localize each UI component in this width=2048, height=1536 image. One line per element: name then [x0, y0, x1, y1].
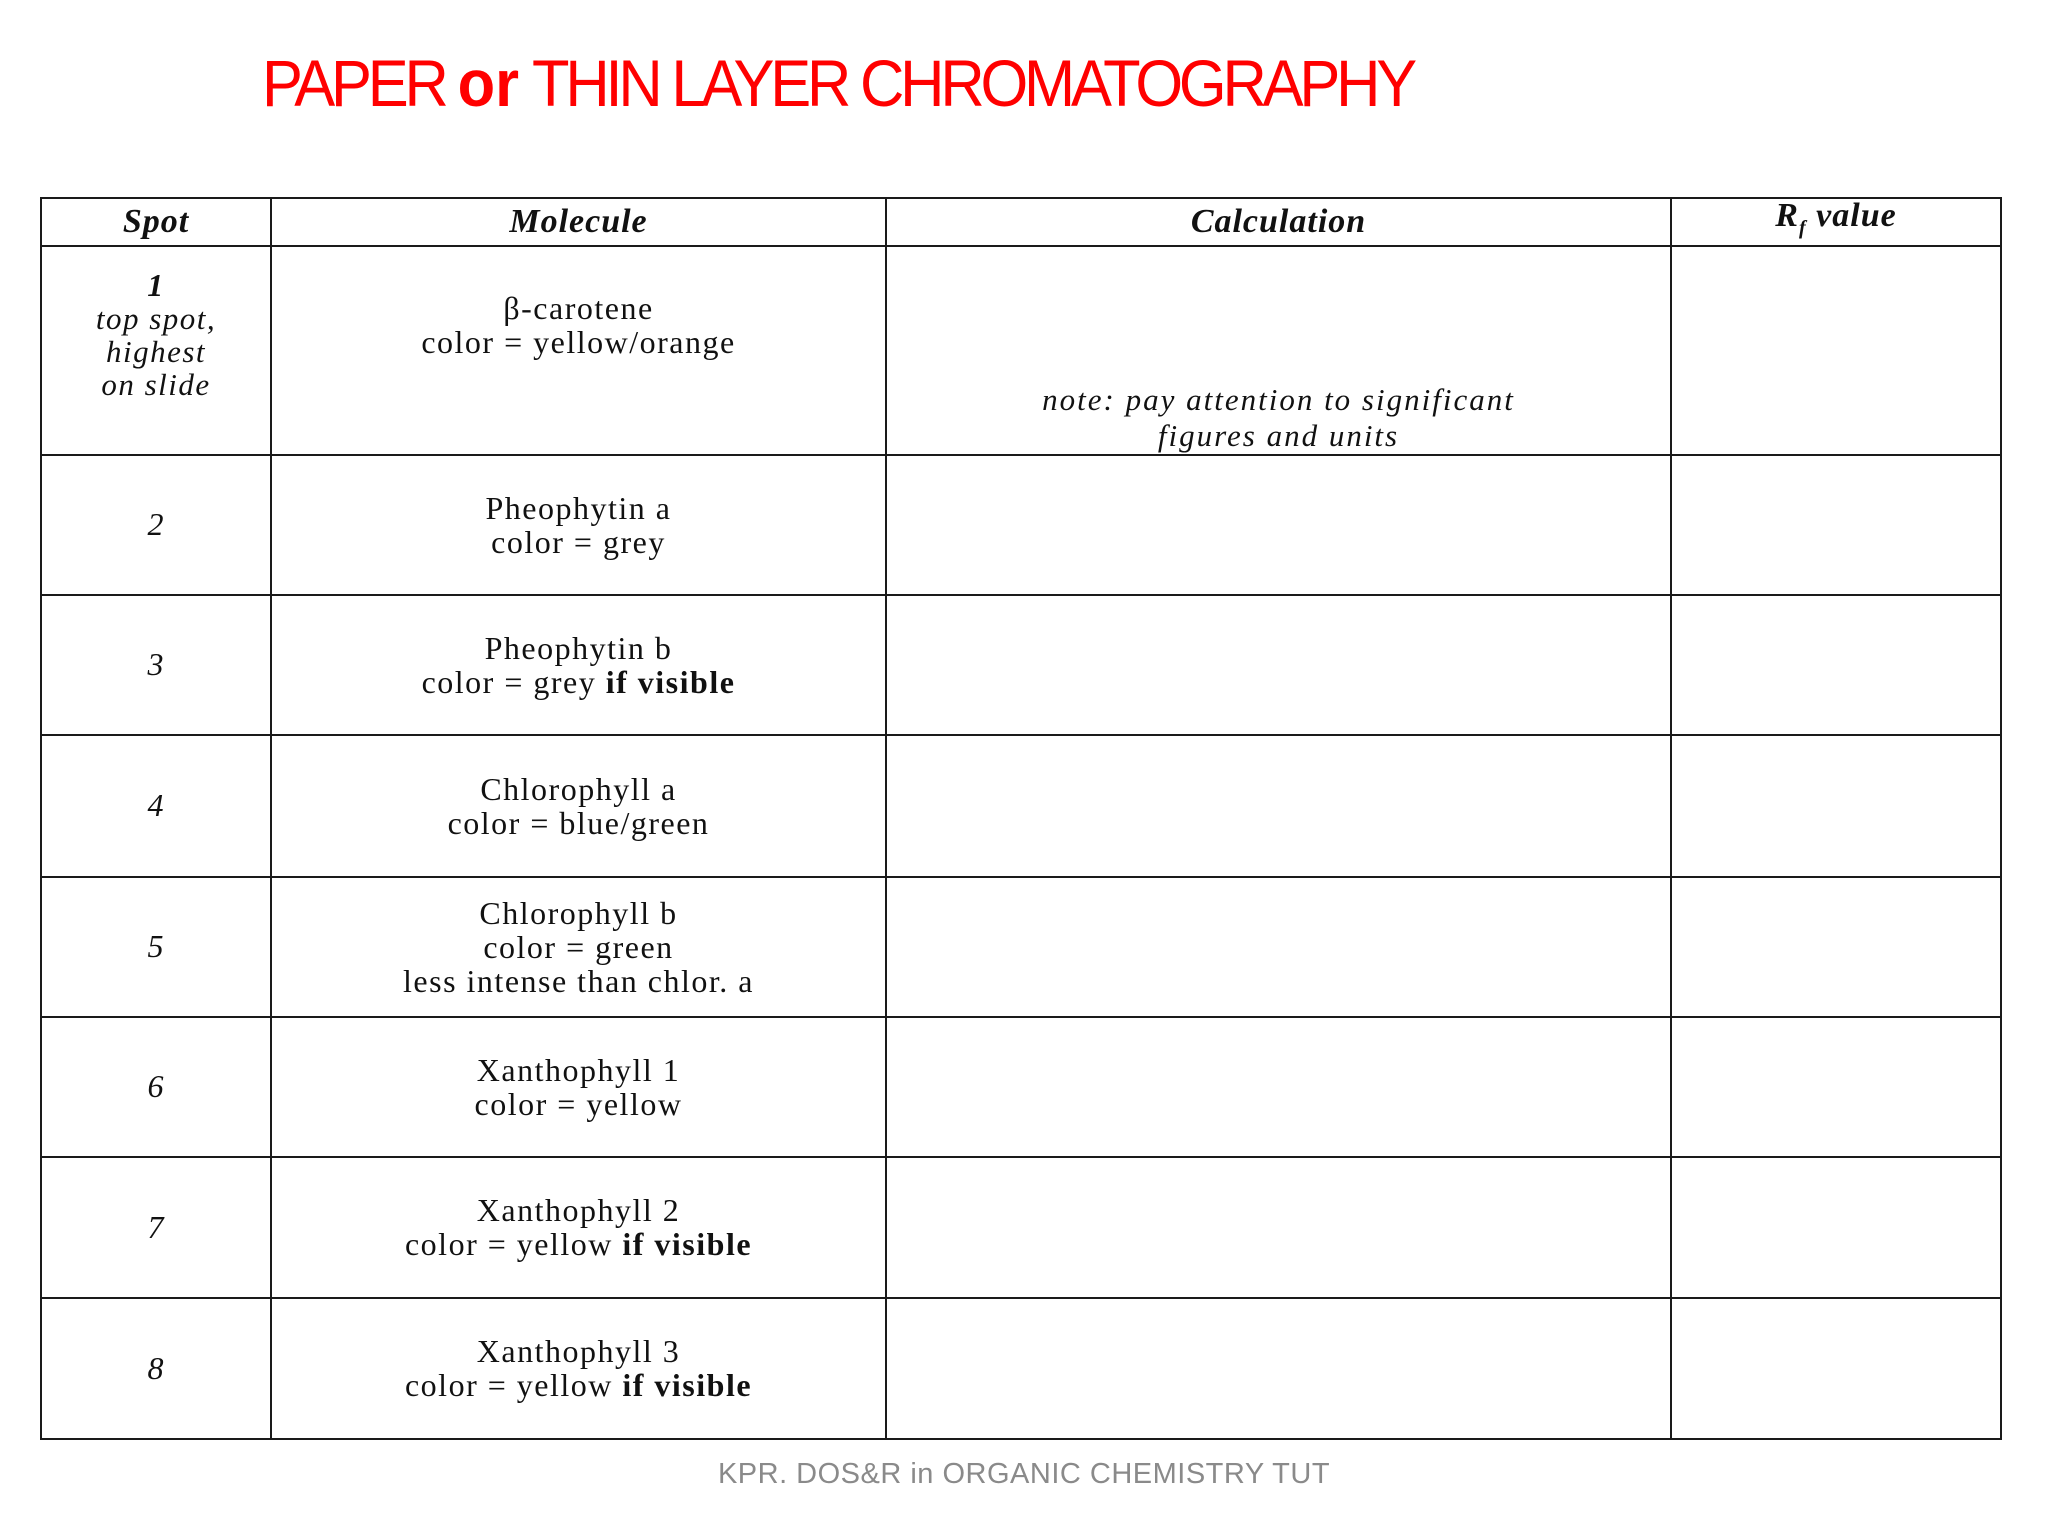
- molecule-name: Chlorophyll a: [480, 770, 677, 807]
- calculation-cell[interactable]: [886, 735, 1671, 877]
- molecule-color-line: [272, 1227, 885, 1261]
- molecule-color-line: [272, 665, 885, 699]
- calculation-note: figures and units: [1157, 417, 1400, 453]
- spot-cell: [41, 246, 271, 455]
- molecule-cell: [271, 246, 886, 455]
- calculation-cell[interactable]: [886, 877, 1671, 1017]
- spot-cell: 4: [41, 735, 271, 877]
- footer-credit: KPR. DOS&R in ORGANIC CHEMISTRY TUT: [717, 1458, 1331, 1490]
- header-rf-value: [1671, 198, 2001, 246]
- molecule-color-line: [272, 1368, 885, 1402]
- molecule-cell: [271, 1157, 886, 1298]
- calculation-cell[interactable]: [886, 455, 1671, 595]
- table-row: [41, 877, 2001, 1017]
- molecule-color: color = grey: [421, 663, 606, 700]
- visibility-note: if visible: [622, 1226, 753, 1263]
- title-part-2: THIN LAYER CHROMATOGRAPHY: [532, 46, 1414, 120]
- spot-cell: 7: [41, 1157, 271, 1298]
- calculation-cell[interactable]: [886, 1157, 1671, 1298]
- rf-value-cell[interactable]: [1671, 1017, 2001, 1157]
- molecule-color: color = grey: [491, 523, 666, 560]
- spot-number: 1: [147, 267, 165, 304]
- calculation-cell[interactable]: [886, 246, 1671, 455]
- table-row: [41, 735, 2001, 877]
- calculation-cell[interactable]: [886, 1298, 1671, 1439]
- spot-cell: 8: [41, 1298, 271, 1439]
- molecule-name: β-carotene: [503, 290, 654, 327]
- header-spot: Spot: [41, 198, 271, 246]
- visibility-note: if visible: [622, 1367, 753, 1404]
- rf-label: value: [1806, 197, 1897, 234]
- slide-title: [262, 38, 1413, 128]
- table-row: [41, 246, 2001, 455]
- rf-value-cell[interactable]: [1671, 455, 2001, 595]
- molecule-color: color = yellow: [404, 1226, 623, 1263]
- molecule-name: Pheophytin a: [485, 489, 672, 526]
- calculation-note: note: pay attention to significant: [1042, 381, 1515, 417]
- molecule-color: color = blue/green: [447, 804, 710, 841]
- molecule-color: color = yellow/orange: [421, 324, 736, 361]
- rf-value-cell[interactable]: [1671, 246, 2001, 455]
- rf-value-cell[interactable]: [1671, 1298, 2001, 1439]
- spot-description: highest: [105, 334, 207, 370]
- rf-value-cell[interactable]: [1671, 595, 2001, 735]
- molecule-name: Xanthophyll 2: [476, 1192, 681, 1229]
- table-row: [41, 1157, 2001, 1298]
- molecule-name: Pheophytin b: [484, 629, 673, 666]
- rf-subscript: f: [1798, 216, 1807, 239]
- molecule-cell: [271, 735, 886, 877]
- spot-description: on slide: [101, 367, 211, 403]
- spot-cell: 3: [41, 595, 271, 735]
- title-part-1: PAPER: [262, 46, 445, 120]
- visibility-note: if visible: [605, 663, 736, 700]
- table-row: [41, 1017, 2001, 1157]
- molecule-name: Xanthophyll 3: [476, 1333, 681, 1370]
- table-row: [41, 1298, 2001, 1439]
- calculation-cell[interactable]: [886, 1017, 1671, 1157]
- header-row: [41, 198, 2001, 246]
- rf-value-cell[interactable]: [1671, 877, 2001, 1017]
- rf-symbol: R: [1775, 197, 1799, 234]
- molecule-name: Chlorophyll b: [479, 894, 678, 931]
- molecule-color: color = yellow: [404, 1367, 623, 1404]
- spot-cell: 6: [41, 1017, 271, 1157]
- title-connector: or: [457, 46, 520, 120]
- molecule-name: Xanthophyll 1: [476, 1051, 681, 1088]
- rf-value-cell[interactable]: [1671, 735, 2001, 877]
- molecule-note: less intense than chlor. a: [403, 962, 754, 999]
- rf-value-cell[interactable]: [1671, 1157, 2001, 1298]
- molecule-color: color = green: [483, 928, 674, 965]
- molecule-cell: [271, 1298, 886, 1439]
- table-row: [41, 455, 2001, 595]
- chromatography-table: [40, 197, 2002, 1440]
- spot-description: top spot,: [95, 301, 217, 337]
- spot-cell: 2: [41, 455, 271, 595]
- header-calculation: Calculation: [886, 198, 1671, 246]
- molecule-cell: [271, 877, 886, 1017]
- header-molecule: Molecule: [271, 198, 886, 246]
- table-row: [41, 595, 2001, 735]
- spot-cell: 5: [41, 877, 271, 1017]
- molecule-cell: [271, 455, 886, 595]
- calculation-cell[interactable]: [886, 595, 1671, 735]
- molecule-cell: [271, 595, 886, 735]
- molecule-cell: [271, 1017, 886, 1157]
- molecule-color: color = yellow: [474, 1085, 683, 1122]
